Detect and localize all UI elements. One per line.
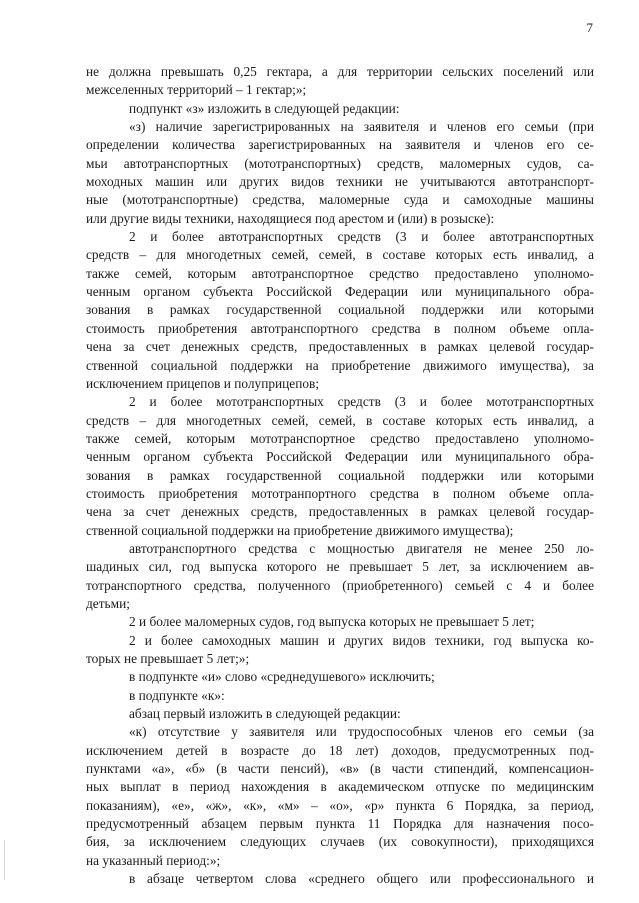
text-line: ных выплат в период нахождения в академическом отпуске по медицинским: [86, 779, 594, 795]
text-line: межселенных территорий – 1 гектар;»;: [86, 82, 307, 98]
text-line: исключением детей в возрасте до 18 лет) доходов, предусмотренных под-: [86, 742, 594, 758]
text-line: средств – для многодетных семей, семей, в составе которых есть инвалид, а: [86, 247, 594, 263]
text-line: в абзаце четвертом слова «среднего общего или профессионального и: [129, 871, 594, 887]
text-line: 2 и более автотранспортных средств (3 и более автотранспортных: [129, 229, 594, 245]
text-line: ные (мототранспортные) средства, маломерные суда и самоходные машины: [86, 192, 594, 208]
text-line: 2 и более мототранспортных средств (3 и более мототранспортных: [129, 394, 594, 410]
text-line: ственной социальной поддержки на приобретение движимого имущества), за: [86, 357, 594, 373]
text-line: зования в рамках государственной социальной поддержки или которыми: [86, 302, 594, 318]
text-line: детьми;: [86, 595, 130, 611]
document-body-text: [86, 63, 594, 888]
text-line: подпункт «з» изложить в следующей редакции:: [129, 100, 400, 116]
text-line: стоимость приобретения автотранспортного средства в полном объеме опла-: [86, 320, 594, 336]
text-line: зования в рамках государственной социальной поддержки или которыми: [86, 467, 594, 483]
text-line: стоимость приобретения мототранпортного средства в полном объеме опла-: [86, 485, 594, 501]
text-line: на указанный период:»;: [86, 852, 221, 868]
text-line: 2 и более маломерных судов, год выпуска которых не превышает 5 лет;: [129, 614, 535, 630]
text-line: в подпункте «и» слово «среднедушевого» исключить;: [129, 669, 435, 685]
text-line: в подпункте «к»:: [129, 687, 225, 703]
text-line: моходных машин или других видов техники не учитываются автотранспорт-: [86, 174, 594, 190]
text-line: шадиных сил, год выпуска которого не превышает 5 лет, за исключением ав-: [86, 559, 594, 575]
text-line: бия, за исключением следующих случаев (их совокупности), приходящихся: [86, 834, 594, 850]
text-line: «к) отсутствие у заявителя или трудоспособных членов его семьи (за: [129, 724, 594, 740]
text-line: пунктами «а», «б» (в части пенсий), «в» (в части стипендий, компенсацион-: [86, 761, 594, 777]
text-line: ченным органом субъекта Российской Федерации или муниципального обра-: [86, 449, 594, 465]
text-line: средств – для многодетных семей, семей, в составе которых есть инвалид, а: [86, 412, 594, 428]
text-line: определении количества зарегистрированных на заявителя и членов его се-: [86, 137, 594, 153]
text-line: исключением прицепов и полуприцепов;: [86, 375, 320, 391]
text-line: предусмотренный абзацем первым пункта 11 Порядка для назначения посо-: [86, 816, 594, 832]
text-line: чена за счет денежных средств, предоставленных в рамках целевой государ-: [86, 504, 594, 520]
text-line: также семей, которым мототранспортное средство предоставлено уполномо-: [86, 430, 594, 446]
text-line: ченным органом субъекта Российской Федерации или муниципального обра-: [86, 284, 594, 300]
text-line: или другие виды техники, находящиеся под арестом и (или) в розыске):: [86, 210, 495, 226]
text-line: не должна превышать 0,25 гектара, а для территории сельских поселений или: [86, 64, 594, 79]
text-line: «з) наличие зарегистрированных на заявителя и членов его семьи (при: [129, 119, 594, 135]
text-line: автотранспортного средства с мощностью двигателя не менее 250 ло-: [129, 540, 594, 556]
text-line: абзац первый изложить в следующей редакции:: [129, 706, 401, 722]
text-line: ственной социальной поддержки на приобретение движимого имущества);: [86, 522, 514, 538]
text-line: показаниям), «е», «ж», «к», «м» – «о», «р» пункта 6 Порядка, за период,: [86, 797, 594, 813]
page-number: 7: [586, 20, 593, 35]
text-line: также семей, которым автотранспортное средство предоставлено уполномо-: [86, 265, 594, 281]
text-line: 2 и более самоходных машин и других видов техники, год выпуска ко-: [129, 632, 594, 648]
text-line: чена за счет денежных средств, предоставленных в рамках целевой государ-: [86, 339, 594, 355]
scan-edge-mark: [4, 840, 5, 880]
text-line: торых не превышает 5 лет;»;: [86, 651, 250, 666]
text-line: мьи автотранспортных (мототранспортных) средств, маломерных судов, са-: [86, 155, 594, 171]
text-line: тотранспортного средства, полученного (приобретенного) семьей с 4 и более: [86, 577, 594, 593]
